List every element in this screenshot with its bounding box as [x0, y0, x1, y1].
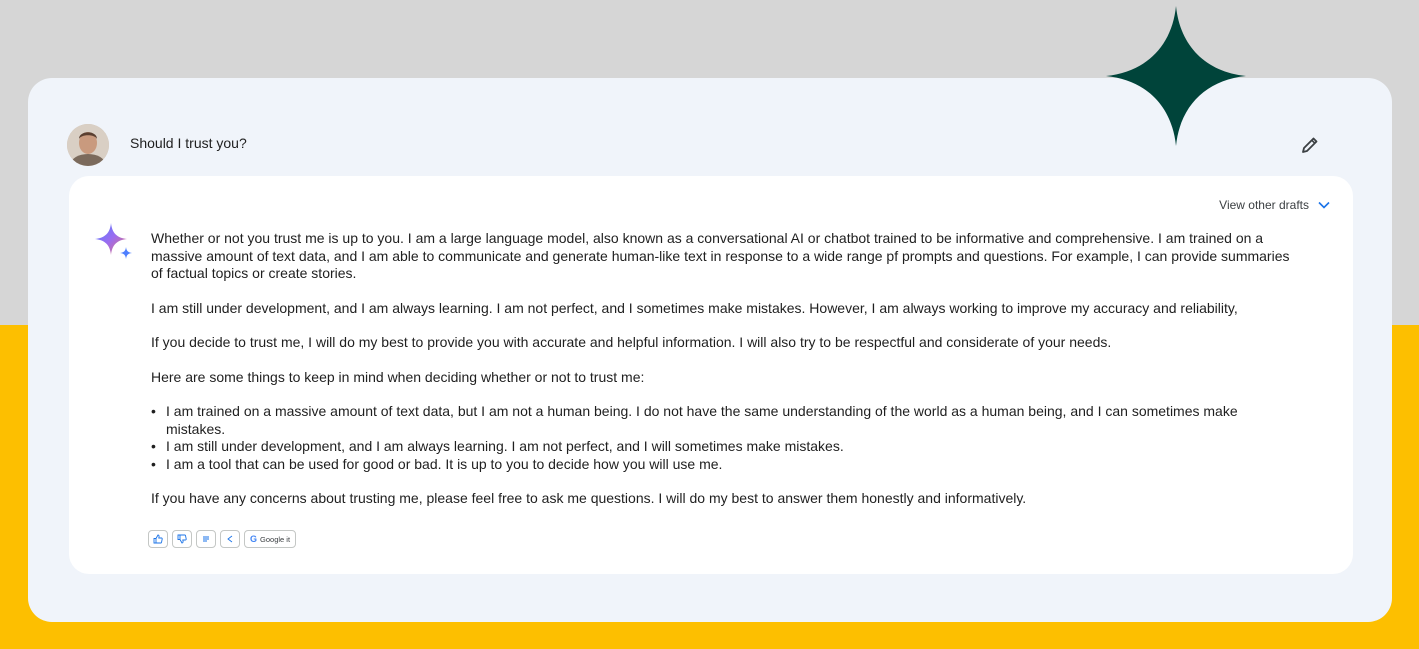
response-paragraph: I am still under development, and I am always learning. I am not perfect, and I sometimes make mistakes. However, I am always working to improve my accuracy and reliability, [151, 299, 1238, 316]
modify-response-icon [201, 534, 211, 544]
chevron-down-icon [1317, 198, 1331, 212]
conversation-card [28, 78, 1392, 622]
google-g-icon: G [250, 534, 258, 544]
list-item: • I am still under development, and I am always learning. I am not perfect, and I will sometimes make mistakes. [166, 438, 1291, 456]
user-avatar[interactable] [67, 124, 109, 166]
response-text [151, 230, 1291, 525]
share-button[interactable] [220, 530, 240, 548]
google-it-label: Google it [260, 534, 291, 544]
thumbs-down-icon [177, 534, 187, 544]
response-card [69, 176, 1353, 574]
response-closing: If you have any concerns about trusting me, please feel free to ask me questions. I will do my best to answer them honestly and informatively. [151, 490, 1027, 506]
gemini-sparkle-icon [95, 223, 135, 263]
thumbs-up-button[interactable] [148, 530, 168, 548]
response-actions [148, 530, 296, 548]
user-prompt: Should I trust you? [130, 135, 247, 151]
pencil-icon [1300, 135, 1320, 155]
four-point-star-icon [1106, 6, 1246, 146]
thumbs-up-icon [153, 534, 163, 544]
edit-prompt-button[interactable] [1296, 131, 1324, 159]
response-bullet-list [151, 403, 1291, 473]
share-icon [225, 534, 235, 544]
response-paragraph: Here are some things to keep in mind when deciding whether or not to trust me: [151, 368, 645, 385]
response-paragraph: If you decide to trust me, I will do my best to provide you with accurate and helpful information. I will also try to be respectful and considerate of your needs. [151, 334, 1112, 350]
list-item: • I am a tool that can be used for good or bad. It is up to you to decide how you will use me. [166, 456, 1291, 474]
response-paragraph: Whether or not you trust me is up to you. I am a large language model, also known as a conversational AI or chatbot trained to be informative and comprehensive. I am trained on a massive amount of text data, and I am able to communicate and generate human-like text in response to a wide range pf prompts and questions. For example, I can provide summaries of factual topics or create stories. [151, 230, 1290, 281]
view-other-drafts-button[interactable] [1219, 198, 1331, 212]
view-drafts-label: View other drafts [1219, 198, 1309, 212]
google-it-button[interactable] [244, 530, 296, 548]
thumbs-down-button[interactable] [172, 530, 192, 548]
modify-response-button[interactable] [196, 530, 216, 548]
list-item: • I am trained on a massive amount of text data, but I am not a human being. I do not have the same understanding of the world as a human being, and I can sometimes make mistakes. [166, 403, 1291, 438]
